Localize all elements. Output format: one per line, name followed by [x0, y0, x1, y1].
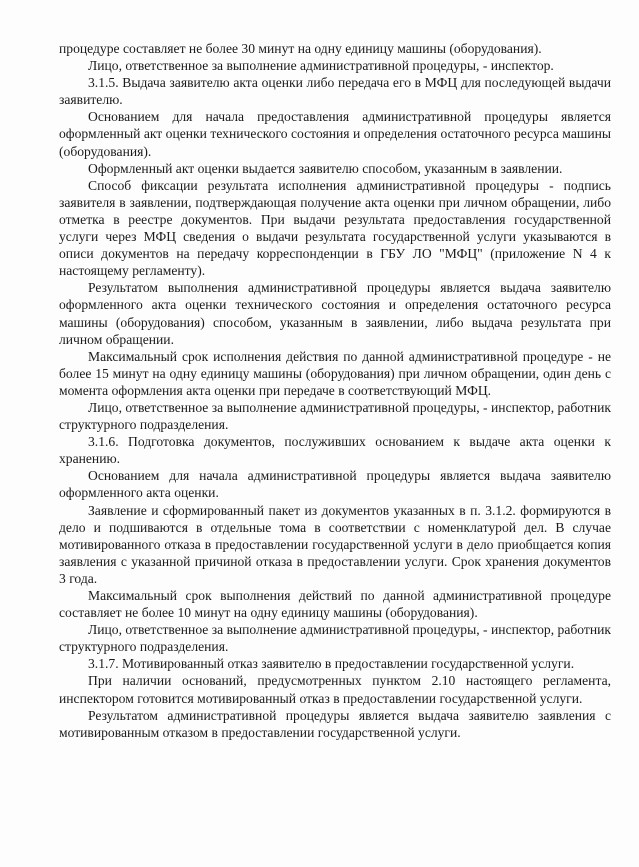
paragraph: 3.1.6. Подготовка документов, послуживших основанием к выдаче акта оценки к хранению. — [59, 434, 611, 467]
paragraph: 3.1.5. Выдача заявителю акта оценки либо передача его в МФЦ для последующей выдачи заявителю. — [59, 75, 611, 108]
paragraph: Способ фиксации результата исполнения административной процедуры - подпись заявителя в заявлении, подтверждающая получение акта оценки при личном обращении, либо отметка в реестре документов. При выдачи результата предоставления государственной услуги через МФЦ сведения о выдачи результата государственной услуги указываются в описи документов на передачу корреспонденции в ГБУ ЛО "МФЦ" (приложение N 4 к настоящему регламенту). — [59, 177, 611, 279]
paragraph: Результатом административной процедуры является выдача заявителю заявления с мотивированным отказом в предоставлении государственной услуги. — [59, 707, 611, 740]
paragraph: Максимальный срок выполнения действий по данной административной процедуре составляет не более 10 минут на одну единицу машины (оборудования). — [59, 588, 611, 621]
document-body — [59, 40, 611, 741]
paragraph: Результатом выполнения административной процедуры является выдача заявителю оформленного акта оценки технического состояния и определения остаточного ресурса машины (оборудования) способом, указанным в заявлении, либо выдача результата при личном обращении. — [59, 280, 611, 347]
paragraph: Максимальный срок исполнения действия по данной административной процедуре - не более 15 минут на одну единицу машины (оборудования) при личном обращении, один день с момента оформления акта оценки при передаче в соответствующий МФЦ. — [59, 348, 611, 398]
paragraph: Лицо, ответственное за выполнение административной процедуры, - инспектор, работник структурного подразделения. — [59, 399, 611, 433]
paragraph: 3.1.7. Мотивированный отказ заявителю в предоставлении государственной услуги. — [88, 656, 575, 672]
paragraph: Лицо, ответственное за выполнение административной процедуры, - инспектор, работник структурного подразделения. — [59, 622, 611, 655]
paragraph: Основанием для начала административной процедуры является выдача заявителю оформленного акта оценки. — [59, 468, 611, 501]
paragraph: Основанием для начала предоставления административной процедуры является оформленный акт оценки технического состояния и определения остаточного ресурса машины (оборудования). — [59, 109, 611, 159]
paragraph: При наличии оснований, предусмотренных пунктом 2.10 настоящего регламента, инспектором готовится мотивированный отказ в предоставлении государственной услуги. — [59, 673, 611, 706]
paragraph: процедуре составляет не более 30 минут на одну единицу машины (оборудования). — [59, 41, 542, 56]
paragraph: Оформленный акт оценки выдается заявителю способом, указанным в заявлении. — [88, 160, 563, 176]
paragraph: Лицо, ответственное за выполнение административной процедуры, - инспектор. — [88, 58, 554, 74]
paragraph: Заявление и сформированный пакет из документов указанных в п. 3.1.2. формируются в дело и подшиваются в отдельные тома в соответствии с номенклатурой дел. В случае мотивированного отказа в предоставлении государственной услуги в дело приобщается копия заявления с указанной причиной отказа в предоставлении услуги. Срок хранения документов 3 года. — [59, 502, 611, 586]
